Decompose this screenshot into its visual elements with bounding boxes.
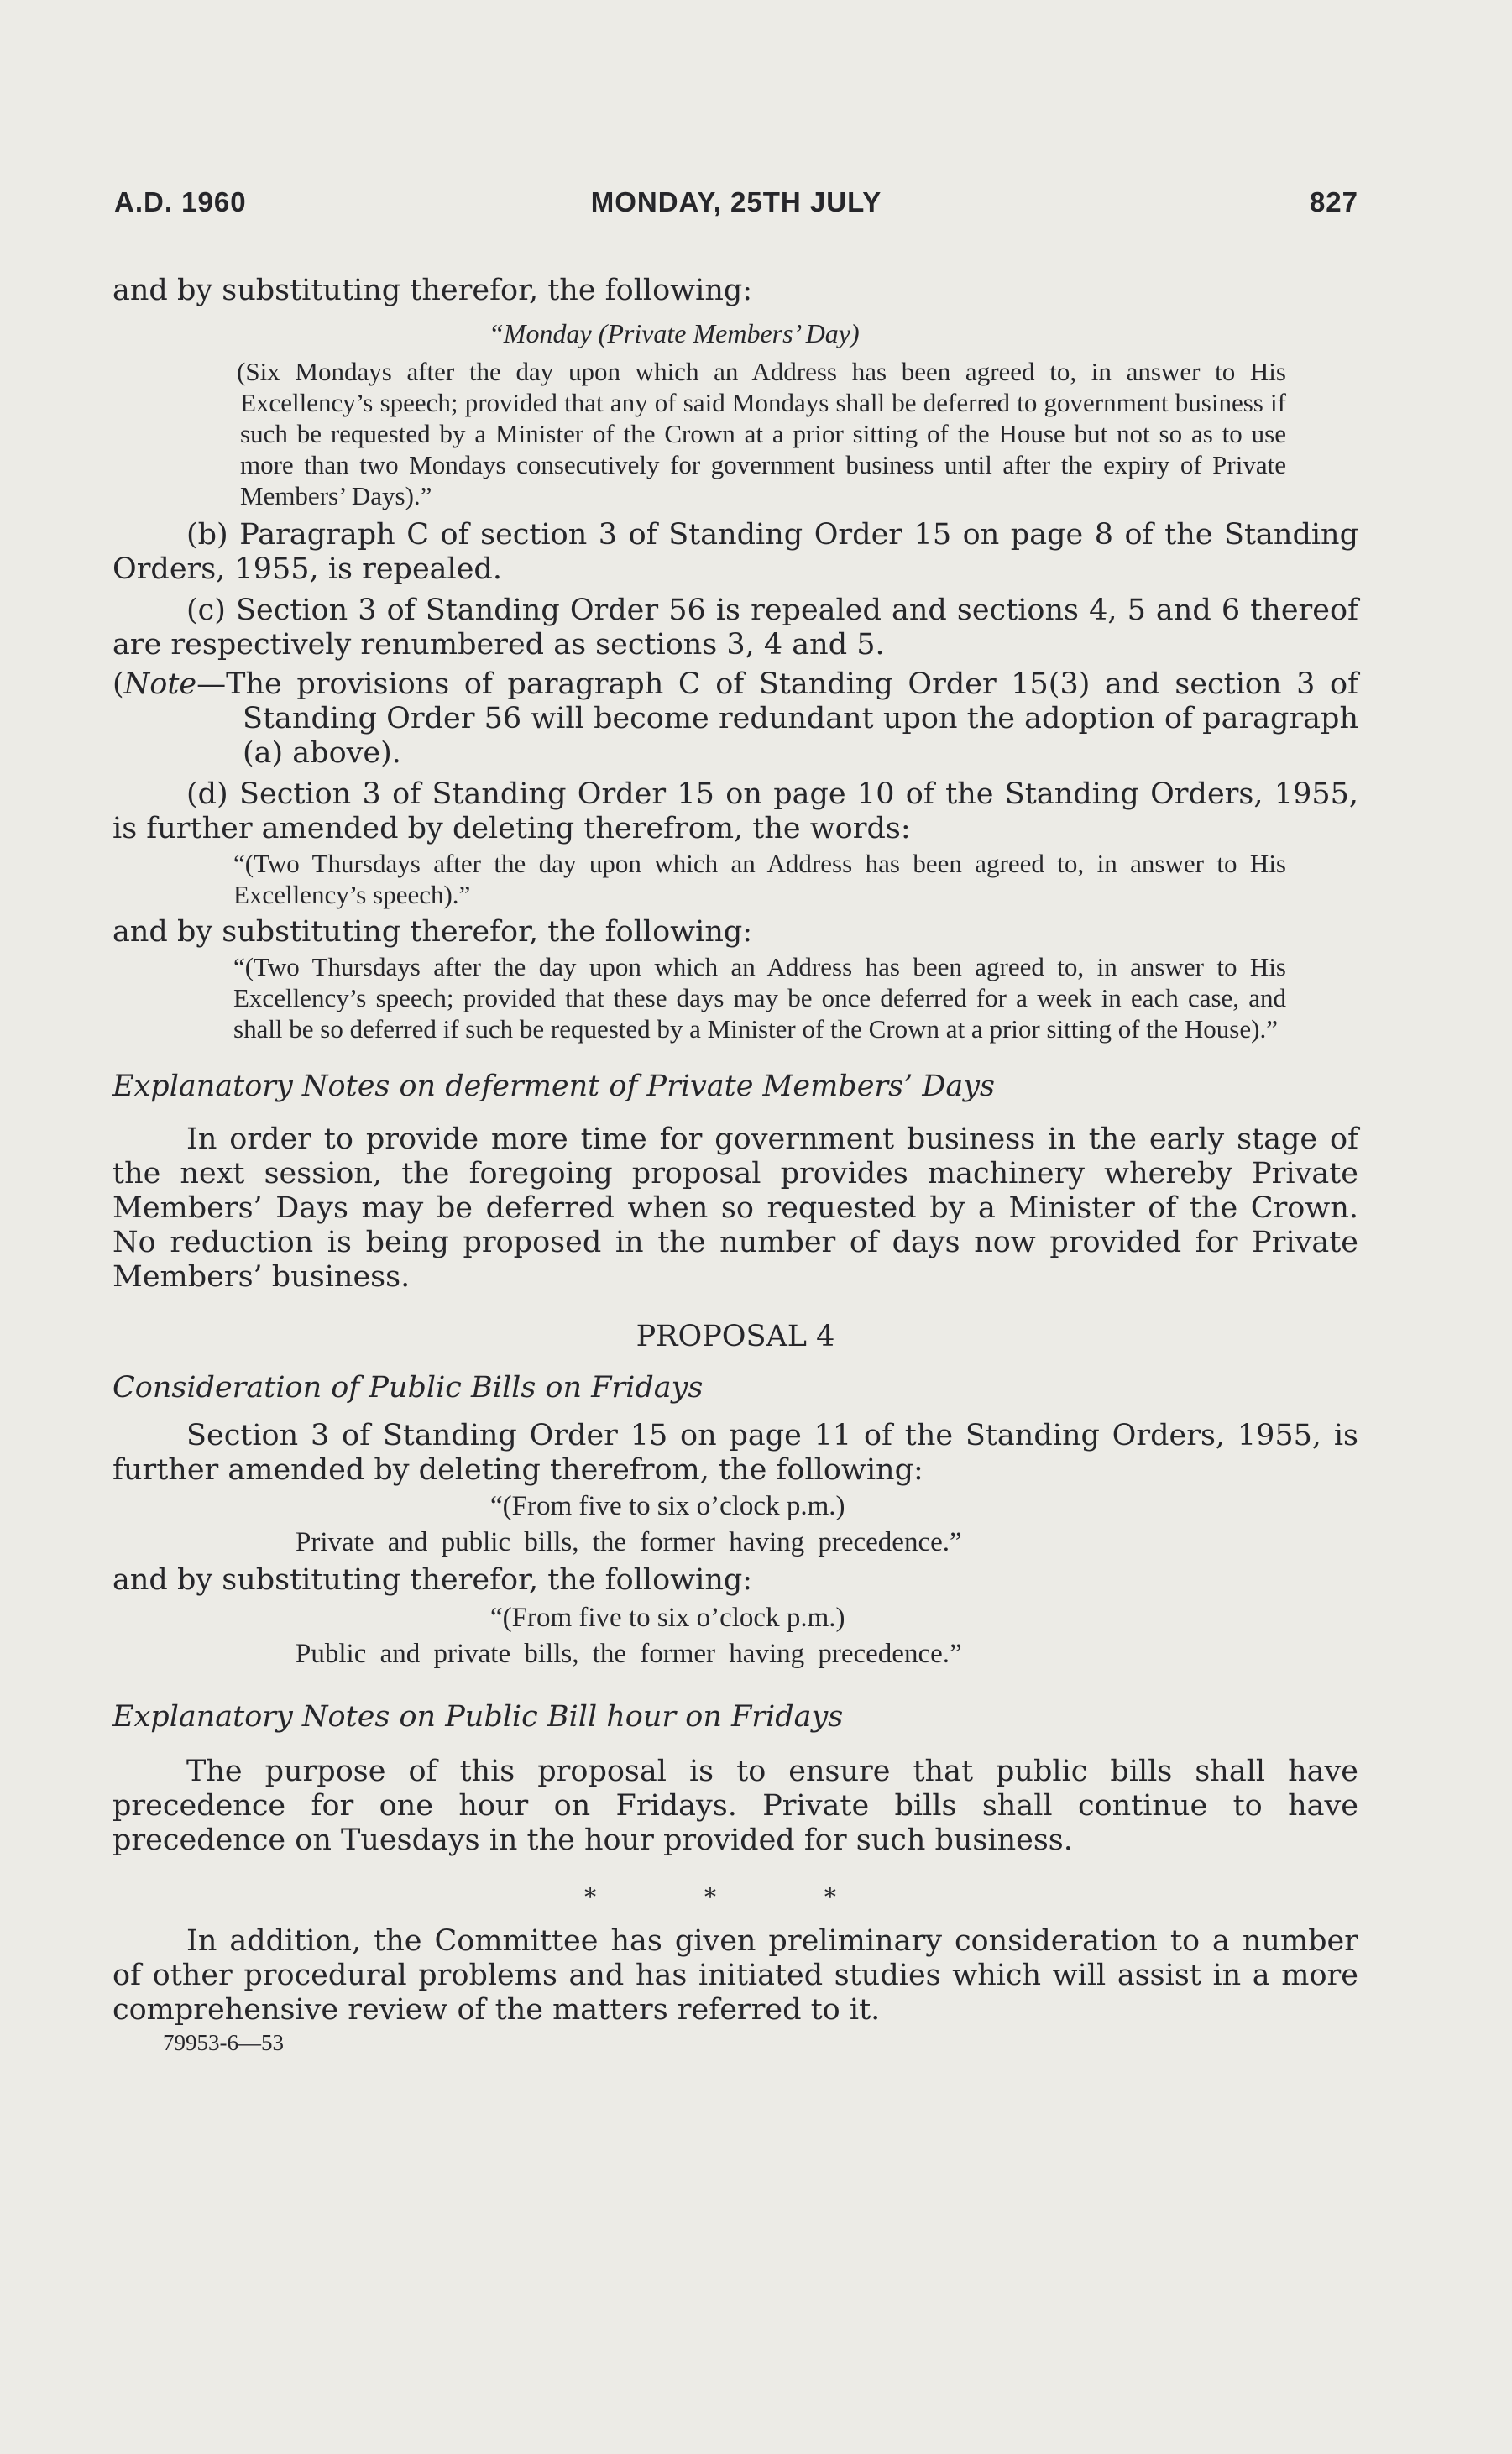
paragraph-d: (d) Section 3 of Standing Order 15 on page 10 of the Standing Orders, 1955, is further amended by deleting therefrom, the words: <box>112 777 1358 845</box>
closing-paragraph: In addition, the Committee has given preliminary consideration to a number of other procedural problems and has initiated studies which will assist in a more comprehensive review of the matters referred to it. <box>112 1924 1358 2027</box>
heading-monday-private-members: “Monday (Private Members’ Day) <box>489 318 860 348</box>
page-number: 827 <box>1309 186 1358 217</box>
quote-six-mondays: (Six Mondays after the day upon which an Address has been agreed to, in answer to His Excellency’s speech; provided that any of said Mondays shall be deferred to government business if such be requested by a Minister of the Crown at a prior sitting of the House but not so as to use more than two Mondays consecutively for government business until after the expiry of Private Members’ Days).” <box>237 357 1286 510</box>
section-divider-stars: * * * <box>584 1883 887 1911</box>
note-paragraph: (Note—The provisions of paragraph C of Standing Order 15(3) and section 3 of Standing Order 56 will become redundant upon the adoption of paragraph (a) above). <box>112 667 1358 770</box>
quote-from-five-old: “(From five to six o’clock p.m.) <box>490 1491 845 1521</box>
substituting-intro-1: and by substituting therefor, the following: <box>112 274 753 307</box>
paragraph-section-3: Section 3 of Standing Order 15 on page 11 of the Standing Orders, 1955, is further amended by deleting therefrom, the following: <box>112 1419 1358 1487</box>
substituting-intro-2: and by substituting therefor, the following: <box>112 915 753 949</box>
quote-bills-new: Public and private bills, the former having precedence.” <box>296 1639 962 1669</box>
substituting-intro-3: and by substituting therefor, the following: <box>112 1563 753 1597</box>
note-text: —The provisions of paragraph C of Standing Order 15(3) and section 3 of Standing Order 56 will become redundant upon the adoption of paragraph (a) above). <box>196 667 1358 770</box>
heading-public-bills-fridays: Consideration of Public Bills on Fridays <box>112 1371 704 1405</box>
explanatory-notes-fridays: The purpose of this proposal is to ensure that public bills shall have precedence for one hour on Fridays. Private bills shall continue to have precedence on Tuesdays in the hour provided for such business. <box>112 1755 1358 1857</box>
header-date: MONDAY, 25TH JULY <box>590 186 882 217</box>
paragraph-c: (c) Section 3 of Standing Order 56 is repealed and sections 4, 5 and 6 thereof are respectively renumbered as sections 3, 4 and 5. <box>112 594 1358 662</box>
proposal-4-title: PROPOSAL 4 <box>636 1320 835 1353</box>
page-header <box>114 186 1358 228</box>
note-label: Note <box>123 667 197 701</box>
header-year: A.D. 1960 <box>114 186 247 217</box>
print-code-footnote: 79953-6—53 <box>163 2030 284 2055</box>
page-body <box>112 274 1358 2056</box>
quote-two-thursdays-old: “(Two Thursdays after the day upon which an Address has been agreed to, in answer to His Excellency’s speech).” <box>233 849 1286 909</box>
quote-two-thursdays-new: “(Two Thursdays after the day upon which an Address has been agreed to, in answer to His Excellency’s speech; provided that these days may be once deferred for a week in each case, and shall be so deferred if such be requested by a Minister of the Crown at a prior sitting of the House).” <box>233 952 1286 1044</box>
explanatory-notes-deferment: In order to provide more time for government business in the early stage of the next session, the foregoing proposal provides machinery whereby Private Members’ Days may be deferred when so requested by a Minister of the Crown. No reduction is being proposed in the number of days now provided for Private Members’ business. <box>112 1122 1358 1294</box>
quote-bills-old: Private and public bills, the former having precedence.” <box>296 1527 962 1557</box>
paragraph-b: (b) Paragraph C of section 3 of Standing Order 15 on page 8 of the Standing Orders, 1955, is repealed. <box>112 518 1358 586</box>
heading-explanatory-notes-fridays: Explanatory Notes on Public Bill hour on Fridays <box>112 1700 844 1734</box>
heading-explanatory-notes-deferment: Explanatory Notes on deferment of Private Members’ Days <box>112 1070 996 1103</box>
quote-from-five-new: “(From five to six o’clock p.m.) <box>490 1603 845 1633</box>
